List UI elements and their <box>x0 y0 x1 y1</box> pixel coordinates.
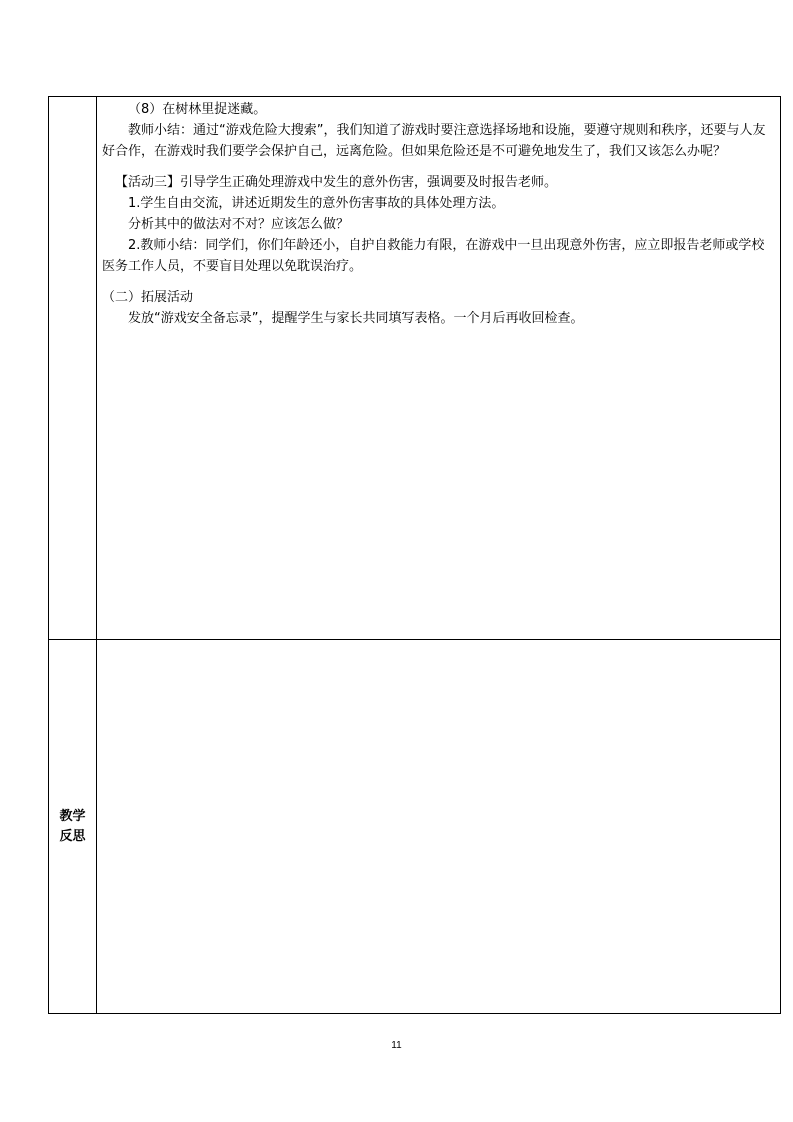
teacher-summary-paragraph: 教师小结：通过“游戏危险大搜索”，我们知道了游戏时要注意选择场地和设施，要遵守规则和秩序，还要与人友好合作，在游戏时我们要学会保护自己，远离危险。但如果危险还是不可避免地发生了，我们又该怎么办呢？ <box>102 123 766 159</box>
column-divider <box>96 97 97 1013</box>
lesson-table <box>48 96 781 1014</box>
page-number: 11 <box>391 1040 402 1051</box>
activity-three-question: 分析其中的做法对不对？应该怎么做？ <box>128 217 350 232</box>
extension-activity-heading: （二）拓展活动 <box>102 290 194 305</box>
reflection-label <box>58 807 88 847</box>
extension-activity-text: 发放“游戏安全备忘录”，提醒学生与家长共同填写表格。一个月后再收回检查。 <box>128 311 584 326</box>
lesson-content-cell <box>102 99 776 329</box>
item-8-text: （8）在树林里捉迷藏。 <box>128 102 267 117</box>
activity-three-step-1: 1.学生自由交流，讲述近期发生的意外伤害事故的具体处理方法。 <box>128 196 505 211</box>
reflection-label-line1: 教学 <box>59 809 86 824</box>
activity-three-heading: 【活动三】引导学生正确处理游戏中发生的意外伤害，强调要及时报告老师。 <box>115 175 558 190</box>
row-divider <box>49 639 780 640</box>
reflection-label-line2: 反思 <box>59 829 86 844</box>
reflection-label-cell <box>49 640 96 1014</box>
activity-three-step-2: 2.教师小结：同学们，你们年龄还小，自护自救能力有限，在游戏中一旦出现意外伤害，应立即报告老师或学校医务工作人员，不要盲目处理以免耽误治疗。 <box>102 238 765 274</box>
